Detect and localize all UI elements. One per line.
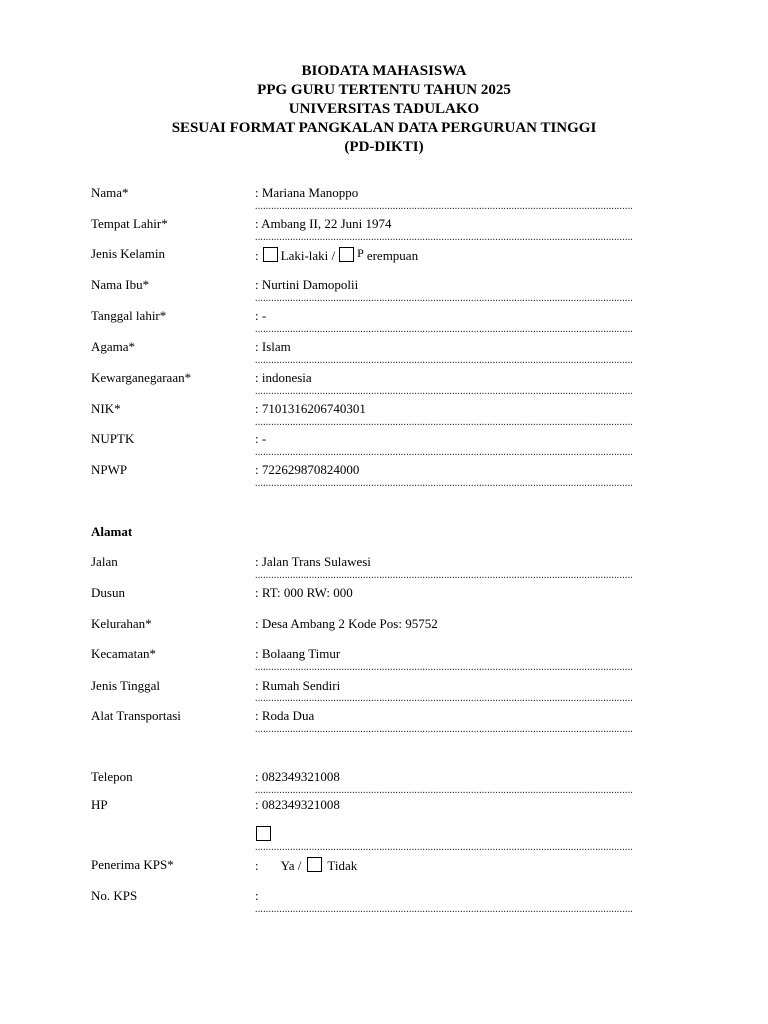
- field-label: Kecamatan*: [91, 646, 156, 661]
- dotted-line: ............................................................................................................................................: [255, 294, 633, 304]
- field-label: Kelurahan*: [91, 616, 152, 631]
- field-value: : -: [255, 431, 267, 446]
- field-label: HP: [91, 797, 108, 812]
- field-value: :: [255, 888, 259, 903]
- field-value: : Rumah Sendiri: [255, 678, 341, 693]
- field-label: Tanggal lahir*: [91, 308, 167, 323]
- field-value: : 722629870824000: [255, 462, 360, 477]
- doc-title-line-5: (PD-DIKTI): [344, 139, 424, 155]
- option-ya-label: Ya /: [280, 858, 302, 873]
- field-value: : Roda Dua: [255, 708, 315, 723]
- dotted-line: ............................................................................................................................................: [255, 663, 633, 673]
- field-value: : Jalan Trans Sulawesi: [255, 554, 371, 569]
- field-label: Telepon: [91, 769, 133, 784]
- field-label: Tempat Lahir*: [91, 216, 168, 231]
- field-kelurahan: [0, 616, 768, 636]
- option-tidak-label: Tidak: [327, 858, 358, 873]
- field-label: Alat Transportasi: [91, 708, 181, 723]
- dotted-line: ............................................................................................................................................: [255, 356, 633, 366]
- field-value: : Desa Ambang 2 Kode Pos: 95752: [255, 616, 438, 631]
- dotted-line: ............................................................................................................................................: [255, 571, 633, 581]
- field-value: : -: [255, 308, 267, 323]
- checkbox-kps-ya[interactable]: [256, 826, 271, 841]
- option-perempuan-label: erempuan: [366, 248, 419, 263]
- dotted-line: ............................................................................................................................................: [255, 448, 633, 458]
- checkbox-kps-tidak[interactable]: [307, 857, 322, 872]
- dotted-line: ............................................................................................................................................: [255, 694, 633, 704]
- gender-options: [255, 246, 418, 264]
- field-label: Jalan: [91, 554, 118, 569]
- field-value: : Nurtini Damopolii: [255, 277, 359, 292]
- field-label: Jenis Tinggal: [91, 678, 160, 693]
- colon: :: [255, 248, 259, 263]
- doc-title-line-3: UNIVERSITAS TADULAKO: [288, 101, 480, 117]
- field-label: NUPTK: [91, 431, 135, 446]
- field-value: : Mariana Manoppo: [255, 185, 359, 200]
- field-value: : Ambang II, 22 Juni 1974: [255, 216, 392, 231]
- field-value: : 7101316206740301: [255, 401, 366, 416]
- doc-title-line-2: PPG GURU TERTENTU TAHUN 2025: [257, 82, 511, 98]
- dotted-line: ............................................................................................................................................: [255, 905, 633, 915]
- dotted-line: ............................................................................................................................................: [255, 387, 633, 397]
- field-label: Dusun: [91, 585, 125, 600]
- dotted-line: ............................................................................................................................................: [255, 479, 633, 489]
- field-penerima-kps: [0, 857, 768, 877]
- field-label: No. KPS: [91, 888, 138, 903]
- field-hp: [0, 797, 768, 817]
- dotted-line: ............................................................................................................................................: [255, 786, 633, 796]
- dotted-line: ............................................................................................................................................: [255, 418, 633, 428]
- dotted-line: ............................................................................................................................................: [255, 202, 633, 212]
- field-label: Nama*: [91, 185, 129, 200]
- doc-title-line-1: BIODATA MAHASISWA: [301, 63, 467, 79]
- field-dusun: [0, 585, 768, 605]
- field-value: : Islam: [255, 339, 291, 354]
- colon: :: [255, 858, 259, 873]
- field-value: : 082349321008: [255, 769, 340, 784]
- field-value: : indonesia: [255, 370, 312, 385]
- field-jenis-kelamin: [0, 246, 768, 266]
- field-label: Agama*: [91, 339, 136, 354]
- dotted-line: ............................................................................................................................................: [255, 233, 633, 243]
- dotted-line: ............................................................................................................................................: [255, 843, 633, 853]
- field-label: NPWP: [91, 462, 128, 477]
- checkbox-laki-laki[interactable]: [263, 247, 278, 262]
- field-value: : RT: 000 RW: 000: [255, 585, 353, 600]
- dotted-line: ............................................................................................................................................: [255, 325, 633, 335]
- field-label: Jenis Kelamin: [91, 246, 166, 261]
- field-value: : Bolaang Timur: [255, 646, 341, 661]
- option-perempuan-initial: P: [357, 246, 364, 260]
- field-label: Nama Ibu*: [91, 277, 150, 292]
- field-label: Penerima KPS*: [91, 857, 174, 872]
- kps-options: [255, 857, 357, 874]
- field-value: : 082349321008: [255, 797, 340, 812]
- doc-title-line-4: SESUAI FORMAT PANGKALAN DATA PERGURUAN TINGGI: [171, 120, 597, 136]
- field-label: NIK*: [91, 401, 121, 416]
- checkbox-perempuan[interactable]: [339, 247, 354, 262]
- field-label: Kewarganegaraan*: [91, 370, 192, 385]
- dotted-line: ............................................................................................................................................: [255, 725, 633, 735]
- option-laki-laki-label: Laki-laki /: [280, 248, 336, 263]
- section-heading-alamat: Alamat: [91, 524, 133, 539]
